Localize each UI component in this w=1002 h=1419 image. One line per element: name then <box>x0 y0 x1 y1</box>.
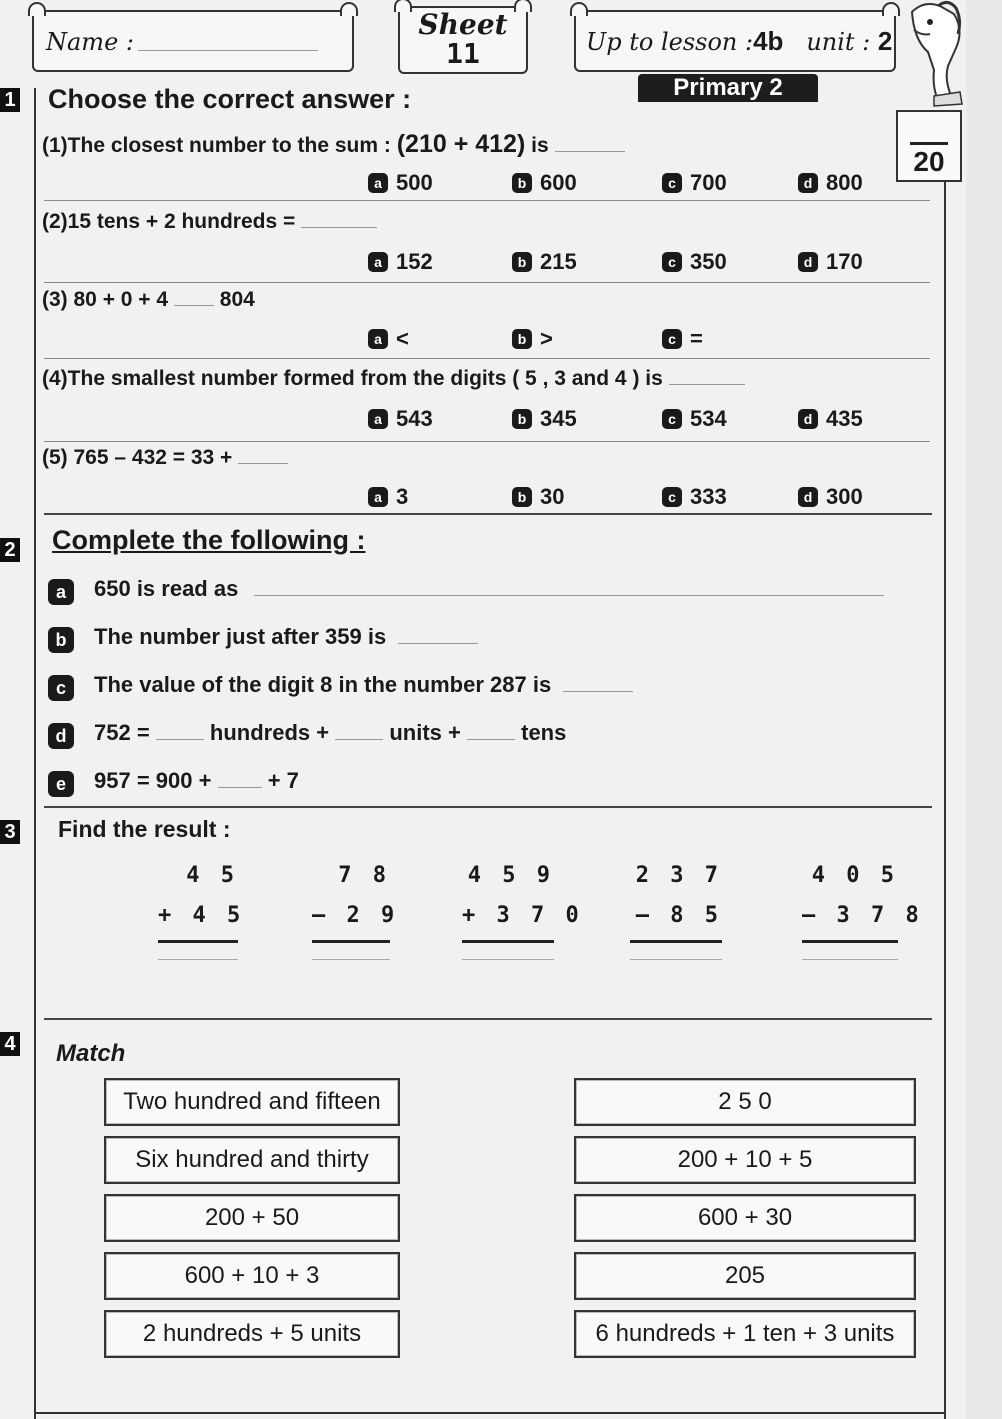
banner-curl <box>340 2 358 16</box>
q1-item-3-option-a[interactable] <box>368 326 409 352</box>
answer-blank[interactable] <box>254 595 884 596</box>
option-badge-c: c <box>662 409 682 429</box>
item-badge-c: c <box>48 675 74 701</box>
q1-item-2-option-d[interactable] <box>798 249 863 275</box>
problem-top: 4 5 9 <box>467 863 554 888</box>
divider <box>44 200 930 201</box>
option-badge-a: a <box>368 409 388 429</box>
option-value: 300 <box>826 484 863 509</box>
answer-line[interactable] <box>158 959 238 960</box>
q1-item-2-option-c[interactable] <box>662 249 727 275</box>
item-badge-a: a <box>48 579 74 605</box>
q2-item-d-part-1: 752 = <box>94 720 150 745</box>
problem-top: 2 3 7 <box>635 863 722 888</box>
question-number-1: 1 <box>0 88 20 112</box>
q1-item-1-option-c[interactable] <box>662 170 727 196</box>
sheet-banner <box>398 6 528 74</box>
answer-blank[interactable] <box>335 739 383 740</box>
sheet-word: Sheet <box>418 8 508 41</box>
banner-curl <box>570 2 588 16</box>
frame-left-border <box>34 88 36 1419</box>
match-right-4[interactable]: 205 <box>574 1252 916 1300</box>
section-divider <box>44 513 932 515</box>
q1-item-3-tail: 804 <box>219 288 255 311</box>
option-value: 3 <box>396 484 409 509</box>
q1-item-2-text <box>42 210 377 234</box>
q1-item-2-option-a[interactable] <box>368 249 433 275</box>
problem-bottom: – 2 9 <box>312 903 399 928</box>
question-number-2: 2 <box>0 538 20 562</box>
answer-line[interactable] <box>462 959 554 960</box>
match-left-1[interactable]: Two hundred and fifteen <box>104 1078 400 1126</box>
name-label: Name : <box>46 28 134 56</box>
q1-item-4-option-a[interactable] <box>368 406 433 432</box>
q1-item-2-option-b[interactable] <box>512 249 577 275</box>
answer-blank[interactable] <box>467 739 515 740</box>
item-badge-e: e <box>48 771 74 797</box>
option-badge-a: a <box>368 329 388 349</box>
q1-item-4-text <box>42 367 745 391</box>
q1-item-2-label: (2)15 tens + 2 hundreds = <box>42 210 296 233</box>
match-right-1[interactable]: 2 5 0 <box>574 1078 916 1126</box>
option-value: 435 <box>826 406 863 431</box>
q3-title: Find the result : <box>58 816 231 842</box>
option-badge-b: b <box>512 409 532 429</box>
option-badge-b: b <box>512 252 532 272</box>
match-left-2[interactable]: Six hundred and thirty <box>104 1136 400 1184</box>
option-badge-a: a <box>368 173 388 193</box>
q1-item-5-option-a[interactable] <box>368 484 408 510</box>
q1-item-5-option-b[interactable] <box>512 484 564 510</box>
frame-bottom-border <box>34 1412 946 1414</box>
option-value: 345 <box>540 406 577 431</box>
q2-item-d <box>48 720 566 749</box>
q1-item-5-option-d[interactable] <box>798 484 863 510</box>
item-badge-d: d <box>48 723 74 749</box>
banner-curl <box>394 0 412 12</box>
answer-blank[interactable] <box>563 691 633 692</box>
option-value: < <box>396 326 409 351</box>
option-badge-a: a <box>368 252 388 272</box>
banner-curl <box>28 2 46 16</box>
match-right-2[interactable]: 200 + 10 + 5 <box>574 1136 916 1184</box>
answer-blank[interactable] <box>156 739 204 740</box>
lesson-info <box>586 26 892 57</box>
frame-right-border <box>944 182 946 1419</box>
option-badge-b: b <box>512 173 532 193</box>
divider <box>44 358 930 359</box>
option-badge-b: b <box>512 329 532 349</box>
score-total: 20 <box>910 142 948 179</box>
q1-item-4-option-c[interactable] <box>662 406 727 432</box>
problem-bottom: – 8 5 <box>635 903 722 928</box>
q3-problem-1 <box>158 856 245 960</box>
option-badge-c: c <box>662 329 682 349</box>
q1-item-3-label: (3) 80 + 0 + 4 <box>42 288 169 311</box>
q1-title: Choose the correct answer : <box>48 84 412 114</box>
match-left-5[interactable]: 2 hundreds + 5 units <box>104 1310 400 1358</box>
answer-blank[interactable] <box>301 227 377 228</box>
q2-item-d-part-3: units + <box>389 720 461 745</box>
q2-item-a <box>48 576 884 605</box>
answer-blank[interactable] <box>398 643 478 644</box>
q2-item-e-part-1: 957 = 900 + <box>94 768 212 793</box>
answer-blank[interactable] <box>174 305 214 306</box>
option-value: 215 <box>540 249 577 274</box>
option-value: 543 <box>396 406 433 431</box>
q1-item-1-label: (1)The closest number to the sum : <box>42 134 397 157</box>
result-line <box>158 940 238 943</box>
q2-item-d-part-2: hundreds + <box>209 720 330 745</box>
option-value: 800 <box>826 170 863 195</box>
unit-prefix: unit : <box>806 28 871 56</box>
unit-value: 2 <box>877 26 893 56</box>
q3-problem-4 <box>630 856 722 960</box>
lesson-value: 4b <box>753 26 784 56</box>
question-number-4: 4 <box>0 1032 20 1056</box>
match-left-4[interactable]: 600 + 10 + 3 <box>104 1252 400 1300</box>
option-value: 30 <box>540 484 565 509</box>
option-value: 500 <box>396 170 433 195</box>
result-line <box>312 940 390 943</box>
answer-line[interactable] <box>802 959 898 960</box>
option-value: 700 <box>690 170 727 195</box>
q3-problem-3 <box>462 856 583 960</box>
answer-line[interactable] <box>630 959 722 960</box>
section-divider <box>44 1018 932 1020</box>
q2-item-e-part-2: + 7 <box>267 768 299 793</box>
result-line <box>630 940 722 943</box>
q2-item-d-part-4: tens <box>521 720 567 745</box>
match-right-3[interactable]: 600 + 30 <box>574 1194 916 1242</box>
q1-item-1-option-b[interactable] <box>512 170 577 196</box>
section-divider <box>44 806 932 808</box>
q1-item-1-tail: is <box>525 134 549 157</box>
item-badge-b: b <box>48 627 74 653</box>
answer-blank[interactable] <box>238 463 288 464</box>
problem-bottom: – 3 7 8 <box>802 903 923 928</box>
divider <box>44 441 930 442</box>
divider <box>44 282 930 283</box>
q1-item-1-text <box>42 130 625 159</box>
q2-item-c <box>48 672 633 701</box>
q1-item-5-option-c[interactable] <box>662 484 727 510</box>
result-line <box>802 940 898 943</box>
q2-item-e <box>48 768 299 797</box>
q4-title: Match <box>56 1040 126 1067</box>
option-badge-c: c <box>662 252 682 272</box>
answer-line[interactable] <box>312 959 390 960</box>
problem-top: 4 5 <box>186 863 238 888</box>
option-badge-c: c <box>662 487 682 507</box>
answer-blank[interactable] <box>555 151 625 152</box>
q1-item-3-option-b[interactable] <box>512 326 553 352</box>
option-badge-c: c <box>662 173 682 193</box>
page-edge-shade <box>966 0 1002 1419</box>
q2-item-c-text: The value of the digit 8 in the number 287 is <box>94 672 552 697</box>
option-badge-d: d <box>798 173 818 193</box>
q1-item-3-text <box>42 288 255 312</box>
lesson-banner <box>574 10 896 72</box>
q1-item-4-label: (4)The smallest number formed from the digits ( 5 , 3 and 4 ) is <box>42 367 663 390</box>
option-value: 534 <box>690 406 727 431</box>
q1-item-3-option-c[interactable] <box>662 326 703 352</box>
option-badge-d: d <box>798 409 818 429</box>
grade-tag: Primary 2 <box>638 74 818 102</box>
lesson-prefix: Up to lesson : <box>586 28 754 56</box>
option-badge-d: d <box>798 487 818 507</box>
q3-problem-5 <box>802 856 923 960</box>
q2-item-b-text: The number just after 359 is <box>94 624 387 649</box>
name-field-line[interactable] <box>138 50 318 51</box>
q1-item-4-option-b[interactable] <box>512 406 577 432</box>
answer-blank[interactable] <box>669 384 745 385</box>
option-value: 170 <box>826 249 863 274</box>
q1-item-1-option-a[interactable] <box>368 170 433 196</box>
option-value: > <box>540 326 553 351</box>
problem-top: 7 8 <box>338 863 390 888</box>
banner-curl <box>514 0 532 12</box>
q2-title: Complete the following : <box>52 525 366 555</box>
q2-item-b <box>48 624 478 653</box>
match-left-3[interactable]: 200 + 50 <box>104 1194 400 1242</box>
problem-top: 4 0 5 <box>811 863 898 888</box>
option-badge-b: b <box>512 487 532 507</box>
q1-item-4-option-d[interactable] <box>798 406 863 432</box>
match-right-5[interactable]: 6 hundreds + 1 ten + 3 units <box>574 1310 916 1358</box>
option-value: 333 <box>690 484 727 509</box>
q3-problem-2 <box>312 856 399 960</box>
option-badge-d: d <box>798 252 818 272</box>
sheet-number: 11 <box>446 37 480 70</box>
banner-curl <box>882 2 900 16</box>
result-line <box>462 940 554 943</box>
answer-blank[interactable] <box>218 787 262 788</box>
q1-item-5-text <box>42 446 288 470</box>
q1-item-5-label: (5) 765 – 432 = 33 + <box>42 446 233 469</box>
option-value: 152 <box>396 249 433 274</box>
q2-item-a-text: 650 is read as <box>94 576 239 601</box>
q1-item-1-expr: (210 + 412) <box>396 130 526 158</box>
score-box <box>896 110 962 182</box>
problem-bottom: + 3 7 0 <box>462 903 583 928</box>
option-value: 350 <box>690 249 727 274</box>
q1-item-1-option-d[interactable] <box>798 170 863 196</box>
name-banner <box>32 10 354 72</box>
horse-mascot-icon <box>904 0 968 108</box>
question-number-3: 3 <box>0 820 20 844</box>
option-value: 600 <box>540 170 577 195</box>
problem-bottom: + 4 5 <box>158 903 245 928</box>
option-value: = <box>690 326 703 351</box>
option-badge-a: a <box>368 487 388 507</box>
